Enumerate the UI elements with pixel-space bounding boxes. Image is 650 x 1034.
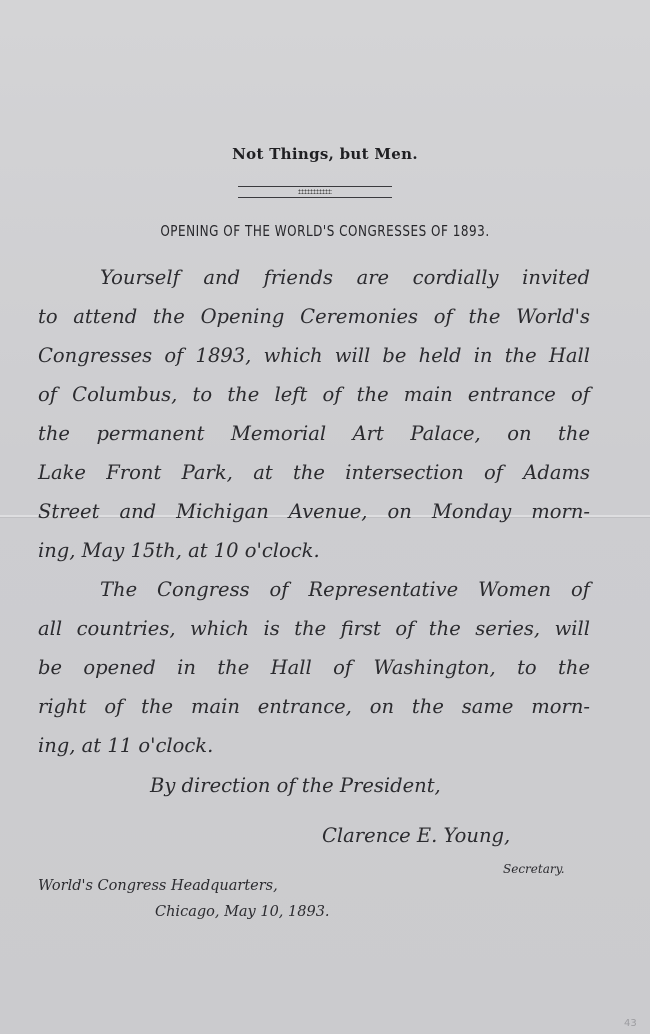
body-line: Yourself and friends are cordially invited [100, 266, 590, 289]
ornamental-rule [238, 186, 392, 200]
rule-bottom-line [238, 197, 392, 198]
headquarters: World's Congress Headquarters, [38, 878, 278, 894]
motto: Not Things, but Men. [232, 145, 418, 163]
body-line: Lake Front Park, at the intersection of Adams [38, 461, 590, 484]
signer-role: Secretary. [503, 862, 565, 876]
body-line: all countries, which is the first of the series, will [38, 617, 590, 640]
pencil-page-number: 43 [624, 1018, 637, 1029]
body-line: be opened in the Hall of Washington, to the [38, 656, 590, 679]
body-line: to attend the Opening Ceremonies of the World's [38, 305, 590, 328]
body-line: right of the main entrance, on the same morn- [38, 695, 590, 718]
body-line: ing, May 15th, at 10 o'clock. [38, 539, 320, 562]
body-line: of Columbus, to the left of the main entrance of [38, 383, 590, 406]
paragraph-womens-congress [38, 570, 590, 765]
body-line: Congresses of 1893, which will be held in the Hall [38, 344, 590, 367]
body-line: ing, at 11 o'clock. [38, 734, 214, 757]
place-date: Chicago, May 10, 1893. [155, 904, 330, 920]
rule-top-line [238, 186, 392, 187]
headline: OPENING OF THE WORLD'S CONGRESSES OF 1893. [160, 222, 490, 240]
signer-name: Clarence E. Young, [322, 824, 511, 847]
rule-dots [298, 189, 332, 194]
body-line: The Congress of Representative Women of [100, 578, 590, 601]
paragraph-invitation [38, 258, 590, 570]
direction-line: By direction of the President, [150, 774, 441, 797]
body-line: the permanent Memorial Art Palace, on the [38, 422, 590, 445]
body-line: Street and Michigan Avenue, on Monday morn- [38, 500, 590, 523]
invitation-body [38, 258, 590, 765]
